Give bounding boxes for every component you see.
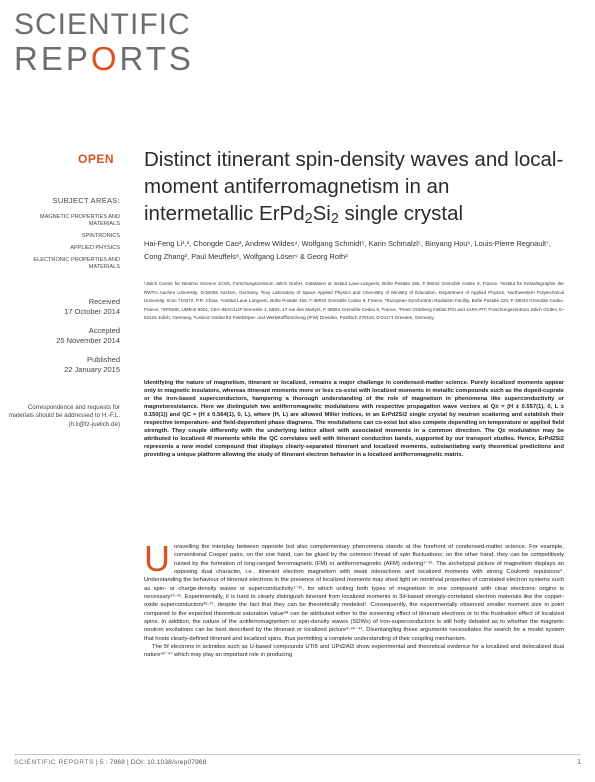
page-number: 1 — [577, 759, 581, 766]
accepted-date: 25 November 2014 — [56, 336, 120, 345]
subject-areas-heading: SUBJECT AREAS: — [52, 196, 120, 205]
footer-brand: SCIENTIFIC REPORTS — [14, 759, 95, 766]
published-label: Published — [87, 355, 120, 364]
received-date: 17 October 2014 — [64, 307, 120, 316]
logo-accent-letter: O — [90, 40, 120, 77]
title-end: single crystal — [338, 202, 464, 225]
footer-doi[interactable]: | 5 : 7968 | DOI: 10.1038/srep07968 — [94, 759, 207, 766]
title-main: Distinct itinerant spin-density waves and local-moment antiferromagnetism in an intermetallic ErPd — [144, 148, 564, 225]
journal-logo-line1: SCIENTIFIC — [14, 8, 191, 41]
correspondence-note: Correspondence and requests for materials should be addressed to H.-F.L. (h.li@fz-juelich.de) — [8, 404, 120, 428]
subject-area-link[interactable]: ELECTRONIC PROPERTIES AND MATERIALS — [33, 257, 120, 270]
article-dates — [8, 297, 120, 375]
footer-divider — [14, 754, 581, 755]
affiliations: ¹Jülich Centre for Neutron Science JCNS, Forschungszentrum Jülich GmbH, Outstation at Institut Laue-Langevin, Boîte Postale 156, F-38042 Grenoble Cedex 9, France, ²Institut für Kristallographie der RWTH Aachen University, D-52056 Aachen, Germany, ³Key Laboratory of Space Applied Physics and Chemistry of Ministry of Education, Department of Applied Physics, Northwestern Polytechnical University, Xi'an 710072, P.R. China, ⁴Institut Laue-Langevin, Boîte Postale 156, F-38042 Grenoble Cedex 9, France, ⁵European Synchrotron Radiation Facility, Boîte Postale 220, F-38043 Grenoble Cedex, France, ⁶SPSMS, UMR-E 9001, CEA-INAC/UJF-Grenoble 1, MDN, 17 rue des Martyrs, F-38054 Grenoble Cedex 9, France, ⁷Peter Grünberg Institut PGI and JARA-FIT, Forschungszentrum Jülich GmbH, D-52425 Jülich, Germany, ⁸Leibniz Institut für Festkörper- und Werkstoffforschung (IFW) Dresden, Postfach 270116, D-01171 Dresden, Germany. — [144, 281, 564, 321]
title-mid: Si — [312, 202, 331, 225]
drop-cap: U — [144, 538, 170, 579]
abstract: Identifying the nature of magnetism, itinerant or localized, remains a major challenge in condensed-matter science. Purely localized moments appear only in magnetic insulators, whereas itinerant moments more or less co-exist with localized moments in metallic compounds such as the doped-cuprate or the iron-based superconductors, hampering a thorough understanding of the role of magnetism in phenomena like superconductivity or magnetoresistance. Here we distinguish two antiferromagnetic modulations with respective propagation wave vectors at Q± = (H ± 0.557(1), 0, L ± 0.150(1)) and QC = (H ± 0.564(1), 0, L), where (H, L) are allowed Miller indices, in an ErPd2Si2 single crystal by neutron scattering and establish their respective temperature- and field-dependent phase diagrams. The modulations can co-exist but also compete depending on temperature or applied field strength. They couple differently with the underlying lattice albeit with associated moments in a common direction. The Q± modulation may be attributed to localized 4f moments while the QC correlates well with itinerant conduction bands, supported by our transport studies. Hence, ErPd2Si2 represents a new model compound that displays clearly-separated itinerant and localized moments, substantiating early theoretical predictions and providing a unique platform allowing the study of itinerant electron behavior in a localized antiferromagnetic matrix. — [144, 380, 564, 458]
subject-area-link[interactable]: SPINTRONICS — [81, 233, 120, 239]
accepted-label: Accepted — [88, 326, 120, 335]
subject-area-link[interactable]: APPLIED PHYSICS — [70, 245, 120, 251]
author-list: Hai-Feng Li¹,², Chongde Cao³, Andrew Wildes⁴, Wolfgang Schmidt⁵, Karin Schmalzl⁵, Binyang Hou⁶, Louis-Pierre Regnault⁷, Cong Zhang², Paul Meuffels⁸, Wolfgang Löser⁹ & Georg Roth² — [144, 239, 551, 261]
body-paragraph-1: nravelling the interplay between opposite but also complementary phenomena stands at the forefront of condensed-matter science. For example, conventional Cooper pairs, on the one hand, can be glued by the common thread of spin fluctuations; on the other hand, they can be competitively ruined by the formation of long-ranged ferromagnetic (FM) or antiferromagnetic (AFM) ordering¹⁻¹⁶. The archetypal picture of magnetism displays an opposing dual character, i.e., itinerant electron magnetism with weak interactions and localized moments with strong Coulomb repulsions⁴. Understanding the behaviour of itinerant electrons in the presence of localized moments may shed light on nontrivial properties of correlated electron systems such as spin- or charge-density waves or superconductivity¹⁻³⁶, for which uniting both types of magnetism in one compound with clear electronic origins is necessary³⁴·³⁵. Experimentally, it is hard to clearly distinguish itinerant from localized moments in 3d-based strongly-correlated electron materials like the copper-oxide superconductors³⁶·³⁷, despite the fact that they can be theoretically modeled¹. Consequently, the experimentally observed smaller moment size in point compared to the expected theoretical saturation value³⁸ can be attributed either to the screening effect of itinerant electrons or to the frustration effect of localized spins. In addition, the nature of the antiferromagnetism or spin-density waves (SDWs) of iron-superconductors is still hotly debated as to whether the magnetic neutron excitations can be best described by the itinerant or localized picture⁸·³⁹⁻⁴¹. Disentangling these arguments necessitates the search for a model system that hosts clearly-defined itinerant and localized spins, thus permitting a complete understanding of their coupling mechanism. — [144, 544, 564, 642]
body-text — [144, 538, 564, 666]
title-sub1: 2 — [304, 211, 313, 227]
published-date: 22 January 2015 — [64, 365, 120, 374]
body-paragraph-2: The 5f electrons in actinides such as U-based compounds UTI5 and UPd2Al3 show experimental and theoretical evidence for a localized and delocalized dual nature⁴²⁻⁴⁷ which may play an important role in producing — [144, 644, 564, 659]
logo-part2: RTS — [119, 40, 194, 77]
journal-logo-line2 — [14, 42, 194, 76]
open-access-label: OPEN — [78, 152, 115, 166]
subject-area-link[interactable]: MAGNETIC PROPERTIES AND MATERIALS — [39, 214, 120, 227]
logo-part1: REP — [14, 40, 91, 77]
article-title — [144, 146, 564, 233]
title-sub2: 2 — [330, 211, 339, 227]
footer-citation — [14, 759, 207, 766]
received-label: Received — [88, 297, 120, 306]
subject-areas-list — [8, 214, 120, 276]
